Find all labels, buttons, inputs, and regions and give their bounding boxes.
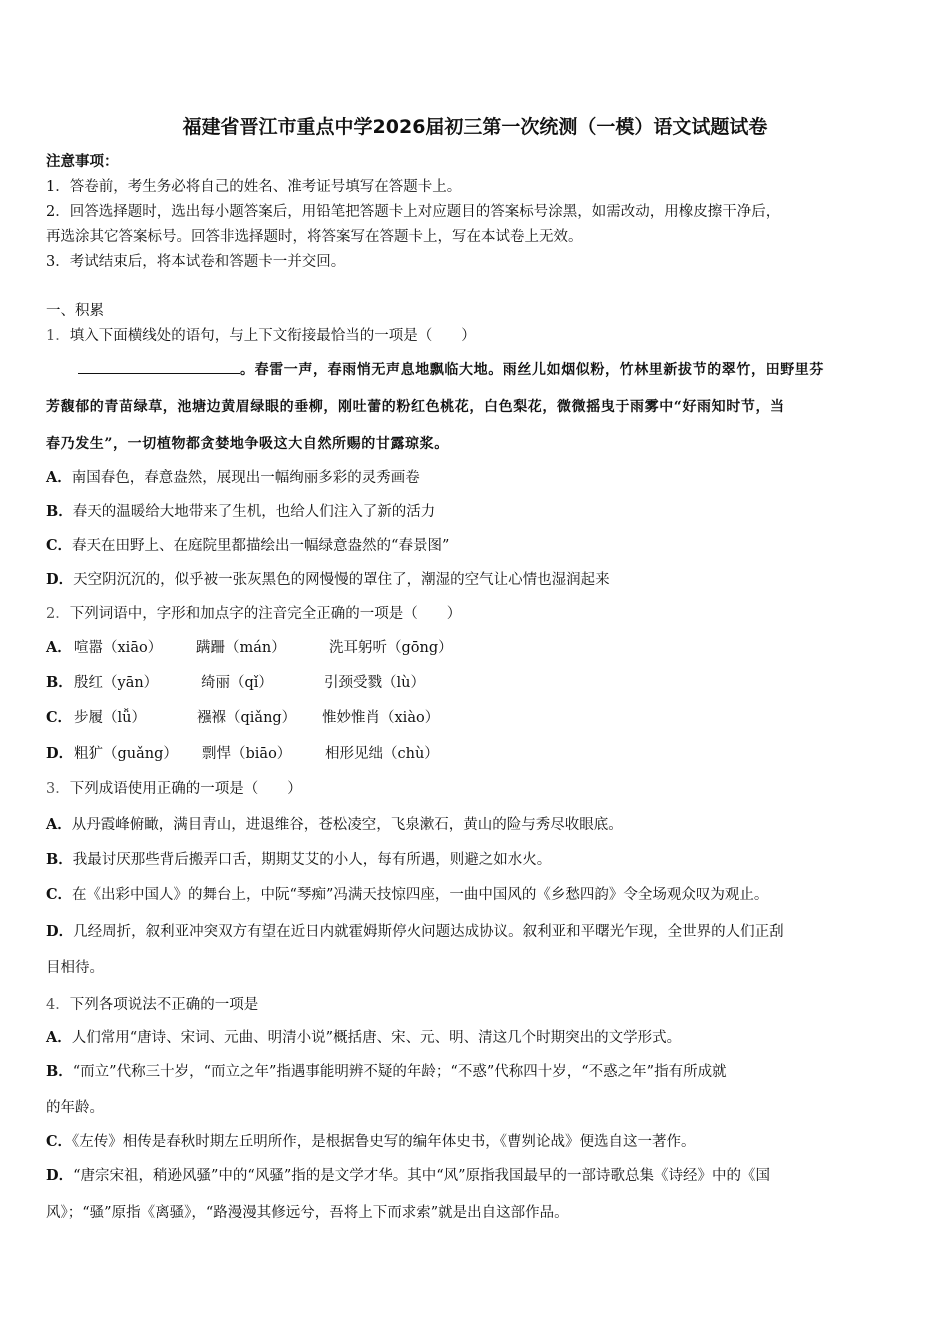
question-3-option-b: [46, 850, 551, 870]
page-title: 福建省晋江市重点中学2026届初三第一次统测（一模）语文试题试卷: [182, 116, 768, 138]
question-text: 下列各项说法不正确的一项是: [69, 997, 259, 1013]
option-word: 洗耳躬听（gōng）: [329, 640, 453, 656]
question-3-stem: [46, 779, 908, 799]
option-label: A．: [46, 1029, 72, 1046]
question-3-option-c: [46, 885, 768, 905]
option-label: D．: [46, 923, 74, 940]
question-1-option-a: [46, 468, 420, 488]
option-label: B．: [46, 674, 73, 691]
option-text: 从丹霞峰俯瞰，满目青山，进退维谷，苍松凌空，飞泉漱石，黄山的险与秀尽收眼底。: [71, 817, 623, 833]
fill-blank: [78, 359, 240, 374]
question-4-option-c: [46, 1132, 696, 1152]
question-1-option-b: [46, 502, 435, 522]
option-text: 南国春色，春意盎然，展现出一幅绚丽多彩的灵秀画卷: [71, 470, 420, 486]
question-1-stem: [46, 326, 908, 346]
option-word: 襁褓（qiǎng）: [197, 710, 297, 726]
passage-text: 。春雷一声，春雨悄无声息地飘临大地。雨丝儿如烟似粉，竹林里新拔节的翠竹，田野里芬: [240, 362, 824, 378]
question-text: 下列成语使用正确的一项是（ ）: [69, 781, 302, 797]
question-2-stem: [46, 604, 908, 624]
option-text: 天空阴沉沉的，似乎被一张灰黑色的网慢慢的罩住了，潮湿的空气让心情也湿润起来: [73, 572, 610, 588]
option-word: 绮丽（qǐ）: [201, 675, 273, 691]
option-word: 殷红（yān）: [74, 675, 159, 691]
option-label: D．: [46, 1167, 74, 1184]
option-text: 春天的温暖给大地带来了生机，也给人们注入了新的活力: [72, 504, 436, 520]
option-word: 步履（lǚ）: [74, 710, 146, 726]
question-1-passage-line: 春乃发生”，一切植物都贪婪地争吸这大自然所赐的甘露琼浆。: [46, 436, 449, 452]
notice-item: 再选涂其它答案标号。回答非选择题时，将答案写在答题卡上，写在本试卷上无效。: [46, 229, 583, 245]
option-word: 剽悍（biāo）: [202, 746, 292, 762]
option-word: 惟妙惟肖（xiào）: [322, 710, 440, 726]
option-label: C．: [46, 1133, 73, 1150]
option-word: 引颈受戮（lù）: [324, 675, 425, 691]
option-text: “唐宗宋祖，稍逊风骚”中的“风骚”指的是文学才华。其中“风”原指我国最早的一部诗歌总集《诗经》中的《国: [73, 1168, 771, 1184]
option-text: 几经周折，叙利亚冲突双方有望在近日内就霍姆斯停火问题达成协议。叙利亚和平曙光乍现，全世界的人们正刮: [73, 924, 784, 940]
option-label: B．: [46, 1063, 73, 1080]
option-text: 人们常用“唐诗、宋词、元曲、明清小说”概括唐、宋、元、明、清这几个时期突出的文学形式。: [71, 1030, 682, 1046]
question-text: 下列词语中，字形和加点字的注音完全正确的一项是（ ）: [69, 606, 462, 622]
question-number: 2．: [46, 606, 70, 622]
question-4-option-a: [46, 1028, 681, 1048]
question-1-passage-line: [46, 359, 908, 380]
notice-item: 1．答卷前，考生务必将自己的姓名、准考证号填写在答题卡上。: [46, 179, 462, 195]
question-4-option-b-continued: 的年龄。: [46, 1100, 104, 1116]
option-label: C．: [46, 886, 73, 903]
option-label: B．: [46, 503, 73, 520]
option-label: B．: [46, 851, 73, 868]
question-4-stem: [46, 995, 908, 1015]
option-text: 我最讨厌那些背后搬弄口舌，期期艾艾的小人，每有所遇，则避之如水火。: [72, 852, 552, 868]
option-label: A．: [46, 816, 72, 833]
option-label: A．: [46, 469, 72, 486]
option-word: 粗犷（guǎng）: [74, 746, 178, 762]
question-1-passage-line: 芳馥郁的青苗绿草，池塘边黄眉绿眼的垂柳，刚吐蕾的粉红色桃花，白色梨花，微微摇曳于雨雾中“好雨知时节，当: [46, 399, 785, 415]
notice-item: 2．回答选择题时，选出每小题答案后，用铅笔把答题卡上对应题目的答案标号涂黑，如需改动，用橡皮擦干净后，: [46, 204, 781, 220]
notice-heading: 注意事项：: [46, 153, 119, 170]
option-label: C．: [46, 709, 73, 726]
option-text: 《左传》相传是春秋时期左丘明所作，是根据鲁史写的编年体史书，《曹刿论战》便选自这一著作。: [72, 1134, 696, 1150]
question-1-option-c: [46, 536, 449, 556]
option-word: 相形见绌（chù）: [325, 746, 439, 762]
question-1-option-d: [46, 570, 610, 590]
option-label: D．: [46, 745, 74, 762]
question-number: 4．: [46, 997, 70, 1013]
question-3-option-d: [46, 922, 784, 942]
option-word: 蹒跚（mán）: [196, 640, 286, 656]
option-word: 喧嚣（xiāo）: [74, 640, 163, 656]
section-heading: 一、积累: [46, 303, 104, 319]
option-text: 春天在田野上、在庭院里都描绘出一幅绿意盎然的“春景图”: [72, 538, 450, 554]
question-4-option-b: [46, 1062, 727, 1082]
option-label: D．: [46, 571, 74, 588]
option-label: A．: [46, 639, 72, 656]
question-number: 3．: [46, 781, 70, 797]
option-label: C．: [46, 537, 73, 554]
question-4-option-d-continued: 风》；“骚”原指《离骚》，“路漫漫其修远兮，吾将上下而求索”就是出自这部作品。: [46, 1205, 569, 1221]
question-3-option-d-continued: 目相待。: [46, 960, 104, 976]
question-number: 1．: [46, 328, 70, 344]
question-3-option-a: [46, 815, 623, 835]
option-text: 在《出彩中国人》的舞台上，中阮“琴痴”冯满天技惊四座，一曲中国风的《乡愁四韵》令全场观众叹为观止。: [72, 887, 769, 903]
question-text: 填入下面横线处的语句，与上下文衔接最恰当的一项是（ ）: [69, 328, 476, 344]
notice-item: 3．考试结束后，将本试卷和答题卡一并交回。: [46, 254, 346, 270]
question-4-option-d: [46, 1166, 770, 1186]
option-text: “而立”代称三十岁，“而立之年”指遇事能明辨不疑的年龄；“不惑”代称四十岁，“不惑之年”指有所成就: [72, 1064, 727, 1080]
